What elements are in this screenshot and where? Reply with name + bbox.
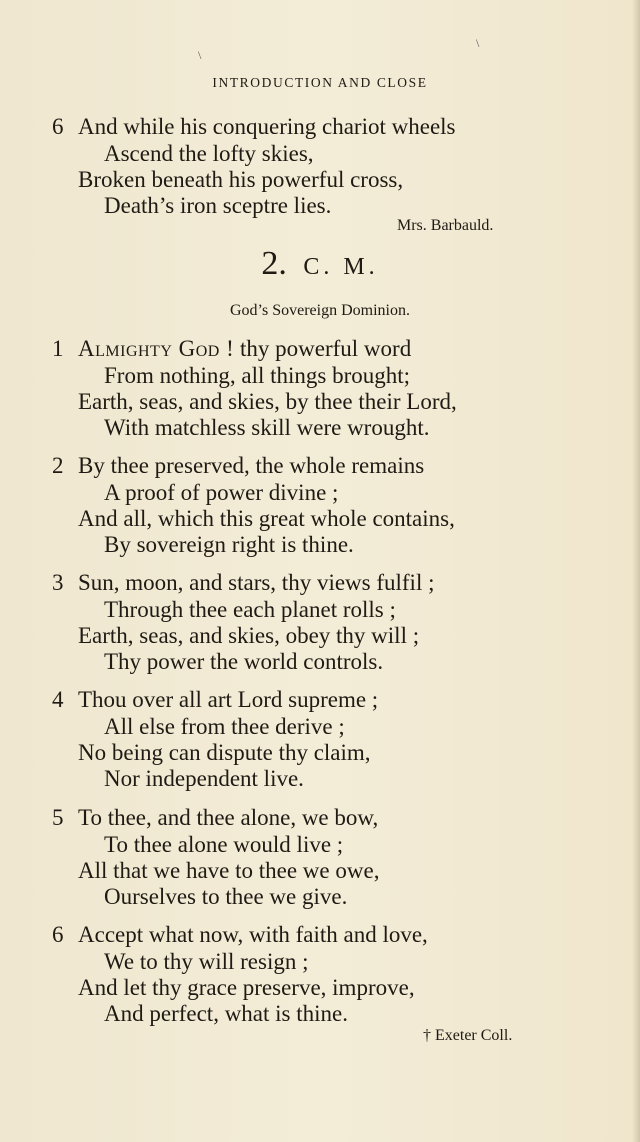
opening-words: Almighty God ! [78, 336, 235, 361]
stanza-number: 3 [52, 570, 64, 595]
verse-line: All else from thee derive ; [104, 714, 345, 739]
verse-line: Earth, seas, and skies, obey thy will ; [78, 623, 420, 648]
verse-line: Death’s iron sceptre lies. [104, 193, 332, 218]
hymn-heading [0, 247, 640, 281]
verse-line: Broken beneath his powerful cross, [78, 167, 404, 192]
stanza-number: 6 [52, 922, 64, 947]
author-attribution: † Exeter Coll. [423, 1027, 513, 1044]
verse-line: Nor independent live. [104, 766, 304, 791]
verse-line: A proof of power divine ; [104, 480, 339, 505]
verse-line: No being can dispute thy claim, [78, 740, 371, 765]
verse-line: With matchless skill were wrought. [104, 415, 430, 440]
page-edge-shadow [632, 0, 640, 1142]
hymn-number: 2. [261, 245, 287, 282]
verse-line: To thee, and thee alone, we bow, [78, 805, 379, 830]
verse-line: And let thy grace preserve, improve, [78, 975, 415, 1000]
stanza-number: 4 [52, 687, 64, 712]
verse-line: By sovereign right is thine. [104, 532, 354, 557]
verse-line: Earth, seas, and skies, by thee their Lord, [78, 389, 457, 414]
hymn-meter: C. M. [303, 254, 379, 280]
author-attribution: Mrs. Barbauld. [397, 217, 494, 234]
verse-line: To thee alone would live ; [104, 832, 344, 857]
verse-line: And while his conquering chariot wheels [78, 114, 456, 139]
verse-line: We to thy will resign ; [104, 949, 309, 974]
verse-line: Ascend the lofty skies, [104, 141, 314, 166]
hymn-title: God’s Sovereign Dominion. [230, 302, 410, 319]
stanza-number: 6 [52, 114, 64, 139]
printing-mark-left: \ [198, 48, 202, 62]
opening-line-rest: thy powerful word [234, 336, 412, 361]
stanza-number: 2 [52, 453, 64, 478]
verse-line: And perfect, what is thine. [104, 1001, 348, 1026]
verse-line: From nothing, all things brought; [104, 363, 411, 388]
verse-line-first [78, 337, 411, 360]
verse-line: Thy power the world controls. [104, 649, 384, 674]
stanza-number: 5 [52, 805, 64, 830]
stanza-number: 1 [52, 336, 64, 361]
printing-mark-right: \ [476, 36, 480, 50]
verse-line: Through thee each planet rolls ; [104, 597, 396, 622]
verse-line: By thee preserved, the whole remains [78, 453, 425, 478]
verse-line: Ourselves to thee we give. [104, 884, 348, 909]
verse-line: Accept what now, with faith and love, [78, 922, 428, 947]
verse-line: Sun, moon, and stars, thy views fulfil ; [78, 570, 435, 595]
verse-line: And all, which this great whole contains, [78, 506, 455, 531]
verse-line: All that we have to thee we owe, [78, 858, 380, 883]
running-head: INTRODUCTION AND CLOSE [212, 75, 428, 90]
verse-line: Thou over all art Lord supreme ; [78, 687, 379, 712]
